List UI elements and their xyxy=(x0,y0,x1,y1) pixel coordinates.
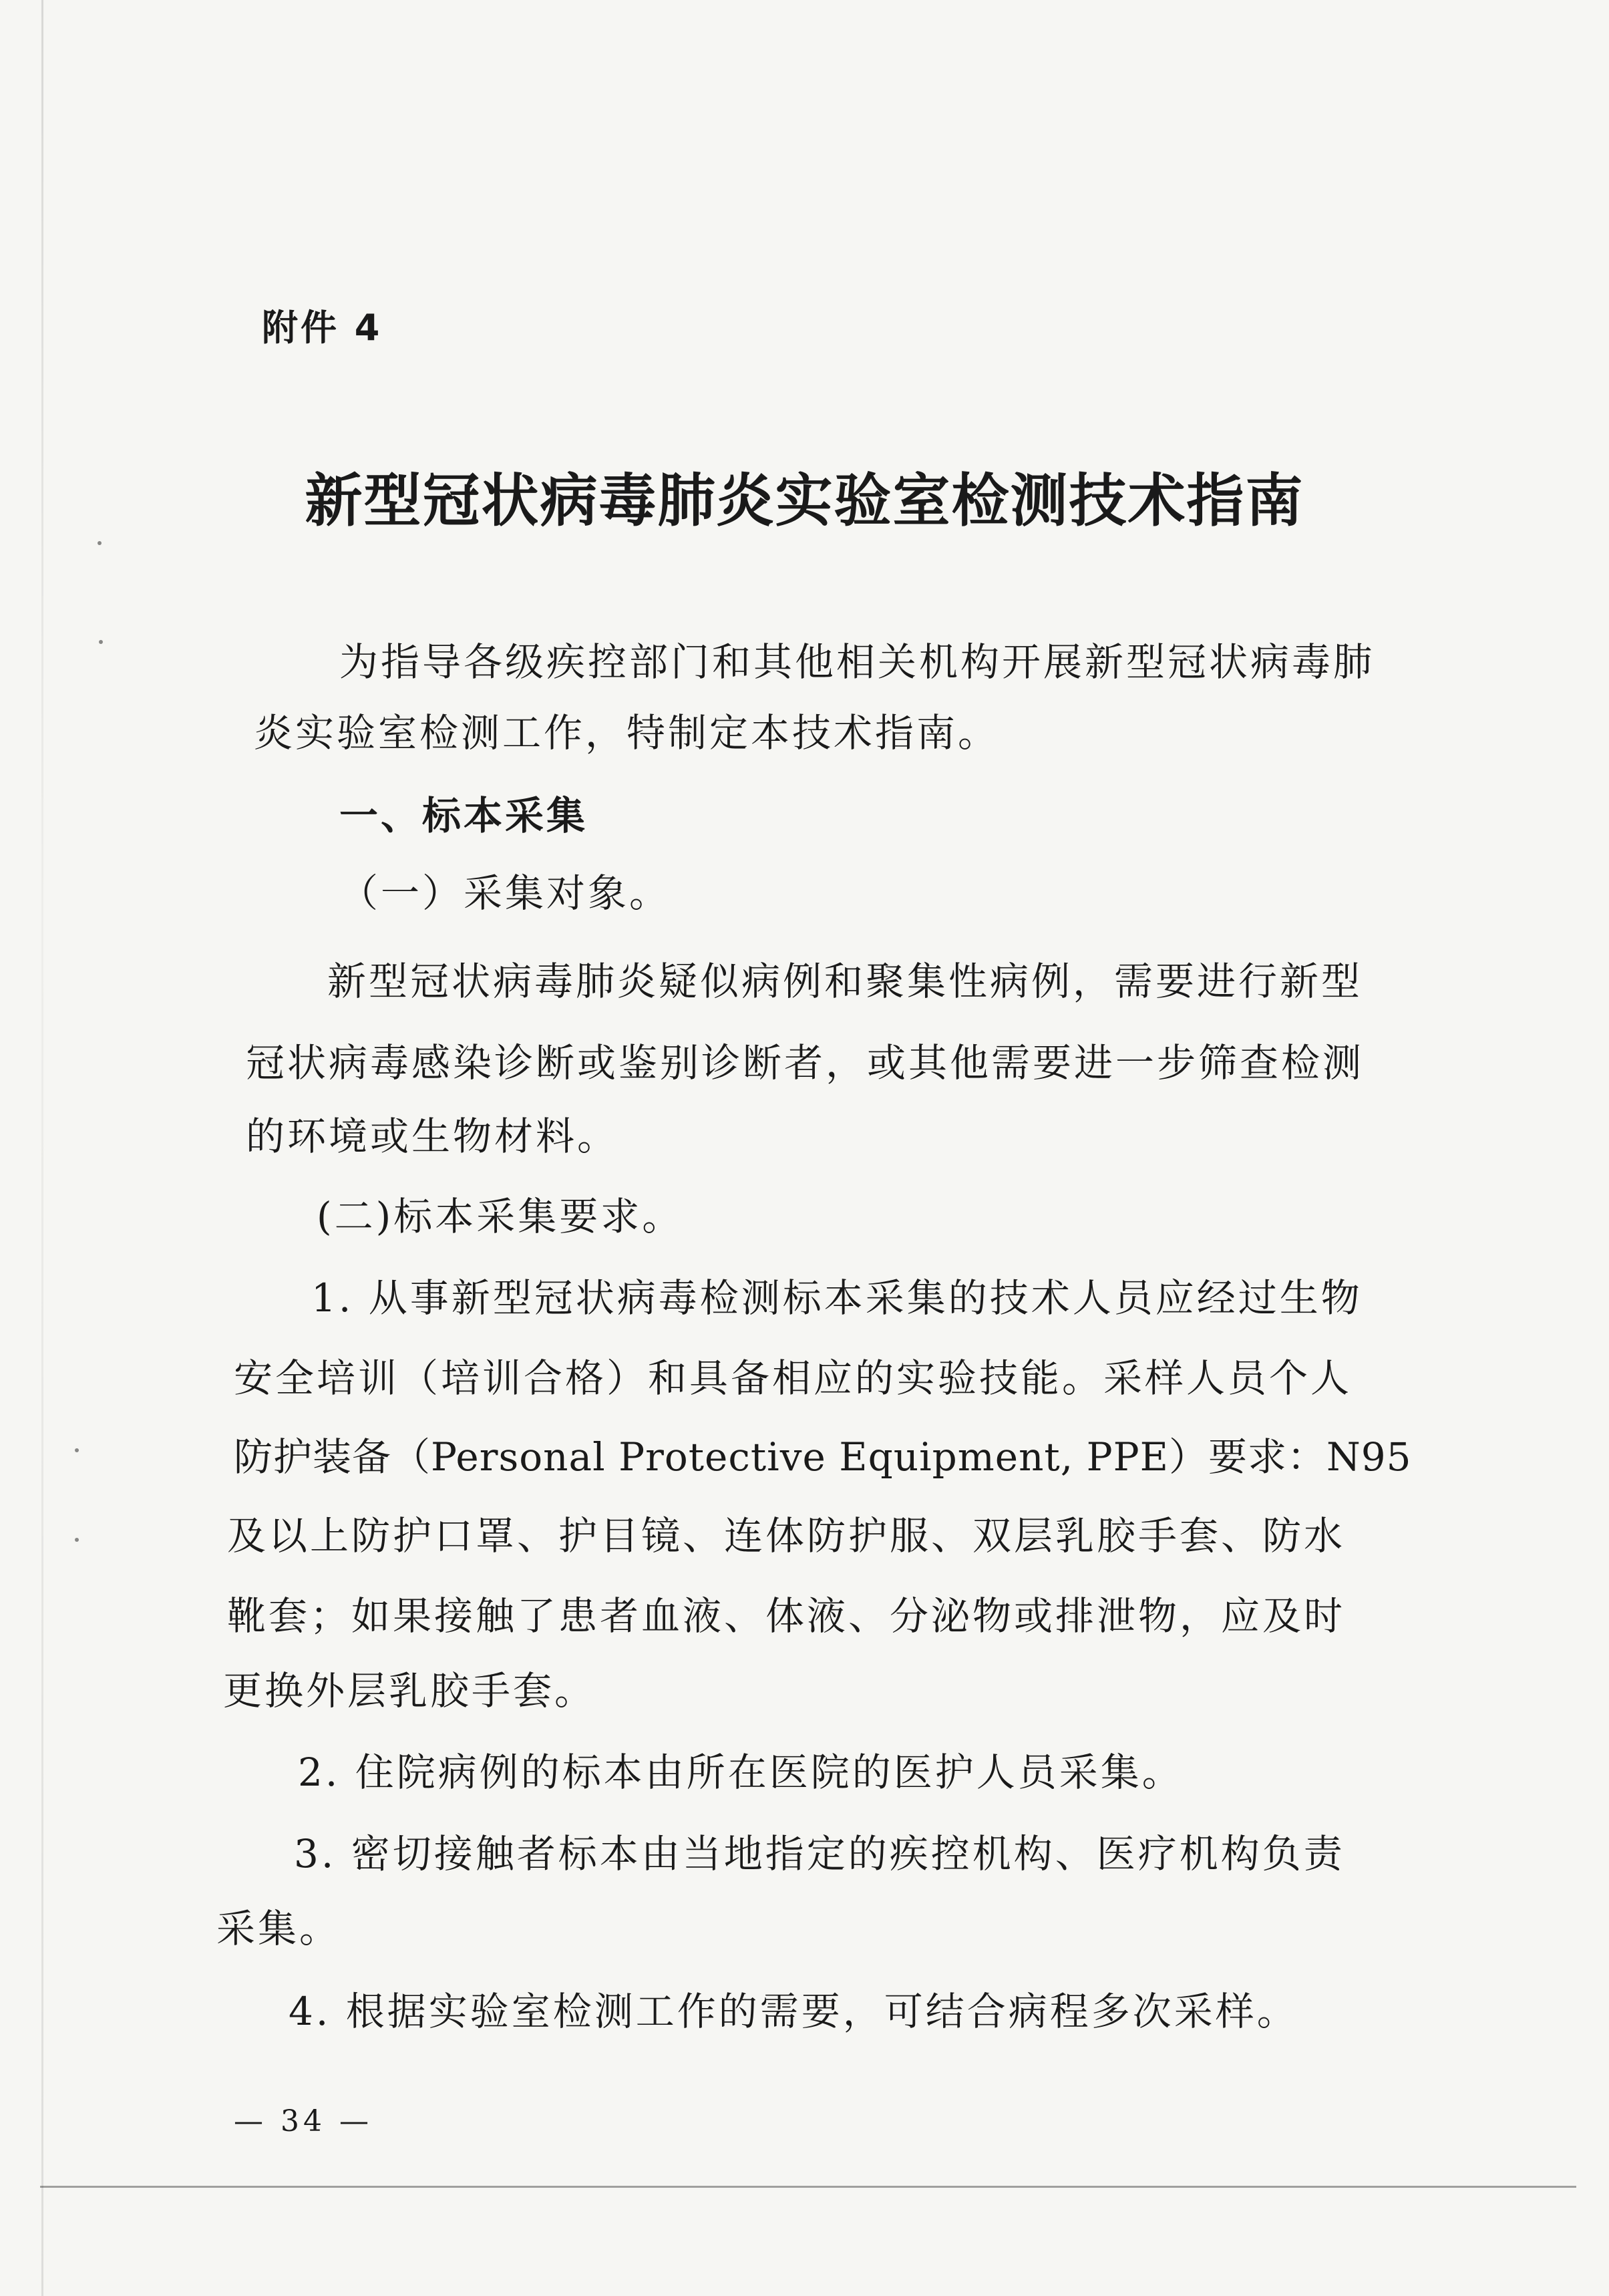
scan-bottom-edge xyxy=(40,2186,1576,2188)
paragraph-line: 采集。 xyxy=(216,1906,341,1951)
paragraph-line: 4. 根据实验室检测工作的需要，可结合病程多次采样。 xyxy=(289,1989,1298,2034)
paragraph-line: 2. 住院病例的标本由所在医院的医护人员采集。 xyxy=(298,1750,1184,1795)
scan-speck xyxy=(98,541,102,545)
intro-line-2: 炎实验室检测工作，特制定本技术指南。 xyxy=(254,710,1000,756)
paragraph-line: 及以上防护口罩、护目镜、连体防护服、双层乳胶手套、防水 xyxy=(227,1513,1346,1559)
document-title: 新型冠状病毒肺炎实验室检测技术指南 xyxy=(305,468,1304,534)
paragraph-line: 3. 密切接触者标本由当地指定的疾控机构、医疗机构负责 xyxy=(294,1831,1345,1876)
scan-speck xyxy=(75,1448,79,1452)
scan-edge-shadow xyxy=(41,0,43,2296)
paragraph-line: 冠状病毒感染诊断或鉴别诊断者，或其他需要进一步筛查检测 xyxy=(246,1040,1365,1086)
paragraph-line: 更换外层乳胶手套。 xyxy=(223,1668,596,1713)
intro-line-1: 为指导各级疾控部门和其他相关机构开展新型冠状病毒肺 xyxy=(339,639,1375,685)
paragraph-line: 1. 从事新型冠状病毒检测标本采集的技术人员应经过生物 xyxy=(311,1275,1363,1321)
paragraph-line: 防护装备（Personal Protective Equipment, PPE）要求：N95 xyxy=(234,1434,1412,1480)
attachment-label: 附件 4 xyxy=(262,307,383,349)
section-heading: 一、标本采集 xyxy=(339,793,588,838)
paragraph-line: 的环境或生物材料。 xyxy=(246,1114,619,1159)
scan-speck xyxy=(75,1538,79,1542)
paragraph-line: 靴套；如果接触了患者血液、体液、分泌物或排泄物，应及时 xyxy=(227,1593,1346,1639)
page-number: — 34 — xyxy=(234,2104,373,2138)
paragraph-line: 安全培训（培训合格）和具备相应的实验技能。采样人员个人 xyxy=(234,1355,1353,1401)
subsection-heading: (二)标本采集要求。 xyxy=(317,1194,684,1239)
scan-speck xyxy=(99,640,103,644)
paragraph-line: 新型冠状病毒肺炎疑似病例和聚集性病例，需要进行新型 xyxy=(327,959,1363,1004)
subsection-heading: （一）采集对象。 xyxy=(339,870,671,916)
